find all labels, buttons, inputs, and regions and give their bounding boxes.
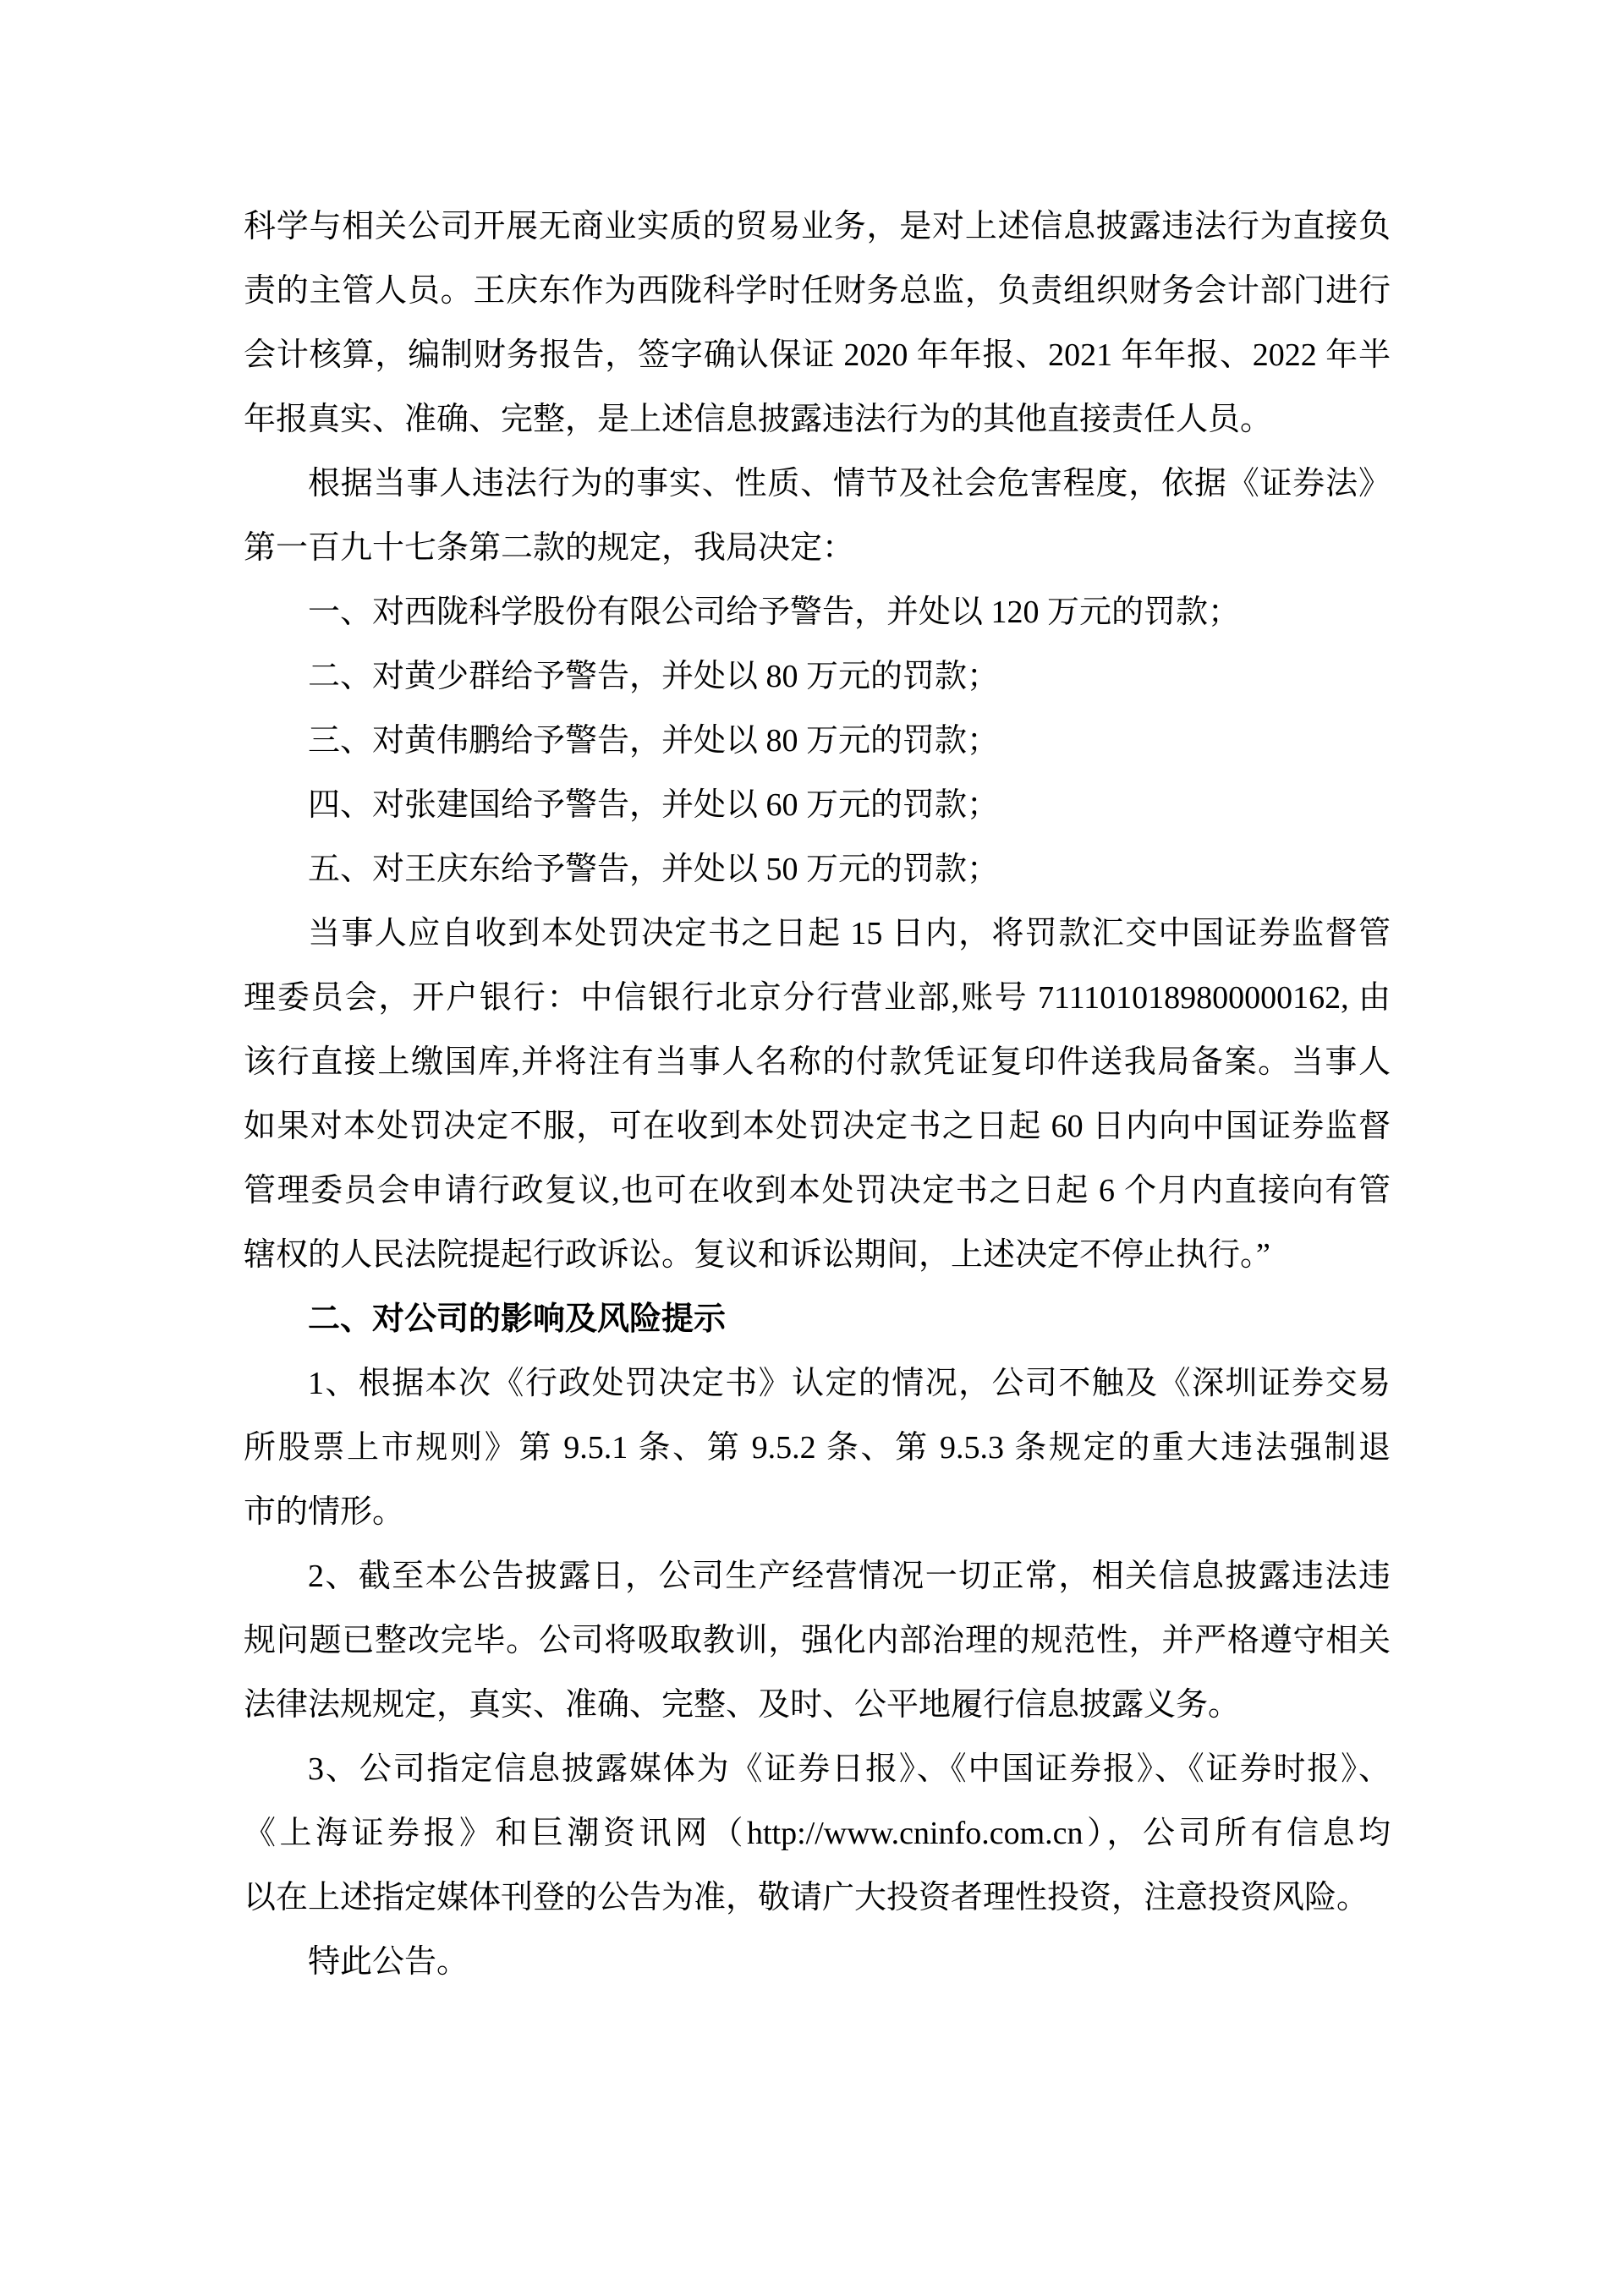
text-line: 当事人应自收到本处罚决定书之日起 15 日内，将罚款汇交中国证券监督管	[308, 916, 1391, 951]
text-line: 3、公司指定信息披露媒体为《证券日报》、《中国证券报》、《证券时报》、	[308, 1751, 1391, 1787]
text-line: 一、对西陇科学股份有限公司给予警告，并处以 120 万元的罚款；	[308, 595, 1241, 630]
text-line: 辖权的人民法院提起行政诉讼。复议和诉讼期间，上述决定不停止执行。”	[244, 1237, 1270, 1273]
text-line: 年报真实、准确、完整，是上述信息披露违法行为的其他直接责任人员。	[244, 402, 1273, 437]
text-line: 法律法规规定，真实、准确、完整、及时、公平地履行信息披露义务。	[244, 1687, 1241, 1723]
text-line: 根据当事人违法行为的事实、性质、情节及社会危害程度，依据《证券法》	[308, 466, 1391, 501]
text-line: 以在上述指定媒体刊登的公告为准，敬请广大投资者理性投资，注意投资风险。	[244, 1880, 1369, 1915]
text-line: 2、截至本公告披露日，公司生产经营情况一切正常，相关信息披露违法违	[308, 1559, 1391, 1594]
text-line: 规问题已整改完毕。公司将吸取教训，强化内部治理的规范性，并严格遵守相关	[244, 1623, 1391, 1658]
text-line: 该行直接上缴国库,并将注有当事人名称的付款凭证复印件送我局备案。当事人	[244, 1044, 1391, 1080]
text-line: 如果对本处罚决定不服，可在收到本处罚决定书之日起 60 日内向中国证券监督	[244, 1109, 1391, 1144]
text-line: 科学与相关公司开展无商业实质的贸易业务，是对上述信息披露违法行为直接负	[244, 209, 1391, 244]
document-body	[244, 195, 1391, 1994]
text-line: 三、对黄伟鹏给予警告，并处以 80 万元的罚款；	[308, 723, 1000, 759]
text-line: 市的情形。	[244, 1494, 405, 1530]
text-line: 二、对公司的影响及风险提示	[308, 1301, 727, 1337]
text-line: 管理委员会申请行政复议,也可在收到本处罚决定书之日起 6 个月内直接向有管	[244, 1173, 1391, 1208]
text-line: 二、对黄少群给予警告，并处以 80 万元的罚款；	[308, 659, 1000, 694]
text-line: 会计核算，编制财务报告，签字确认保证 2020 年年报、2021 年年报、2022 年半	[244, 337, 1391, 373]
text-line: 第一百九十七条第二款的规定，我局决定：	[244, 530, 855, 566]
text-line: 五、对王庆东给予警告，并处以 50 万元的罚款；	[308, 852, 1000, 887]
text-line: 理委员会，开户银行：中信银行北京分行营业部,账号 7111010189800000162, 由	[244, 980, 1391, 1016]
text-line: 特此公告。	[308, 1944, 469, 1980]
text-line: 四、对张建国给予警告，并处以 60 万元的罚款；	[308, 787, 1000, 823]
text-line: 责的主管人员。王庆东作为西陇科学时任财务总监，负责组织财务会计部门进行	[244, 273, 1391, 309]
text-line: 1、根据本次《行政处罚决定书》认定的情况，公司不触及《深圳证券交易	[308, 1366, 1391, 1401]
text-line: 所股票上市规则》第 9.5.1 条、第 9.5.2 条、第 9.5.3 条规定的重大违法强制退	[244, 1430, 1391, 1466]
text-line: 《上海证券报》和巨潮资讯网（http://www.cninfo.com.cn），公司所有信息均	[244, 1816, 1391, 1851]
